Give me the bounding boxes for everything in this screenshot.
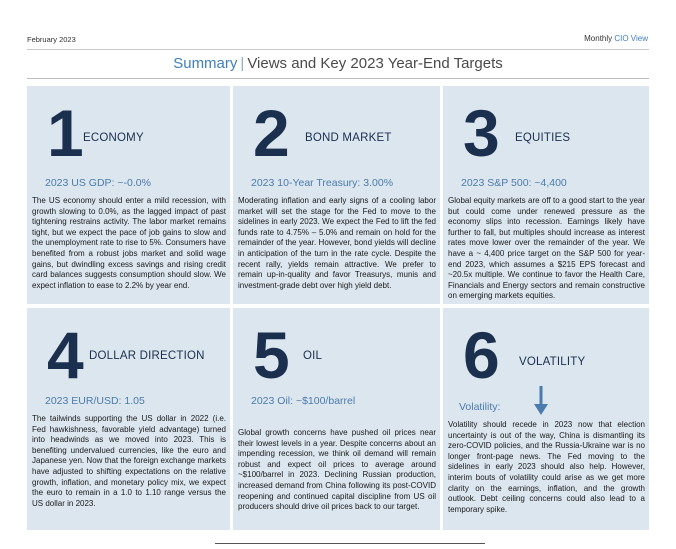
card-bond-market <box>233 86 440 304</box>
header-brand <box>584 34 648 43</box>
card-target: 2023 S&P 500: ~4,400 <box>461 177 567 189</box>
card-economy <box>27 86 230 304</box>
card-body: Moderating inflation and early signs of a cooling labor market will set the stage for the Fed to move to the sidelines in early 2023. We expect the Fed to lift the fed funds rate to 4.75% – 5.0% and remain on hold for the remainder of the year. However, bond yields will decline in anticipation of the turn in the rate cycle. Despite the recent rally, yields remain attractive. We prefer to remain up-in-quality and favor Treasurys, munis and investment-grade debt over high yield debt. <box>238 196 436 290</box>
card-target: 2023 US GDP: ~-0.0% <box>45 177 151 189</box>
card-number: 6 <box>463 318 500 392</box>
brand-prefix: Monthly <box>584 34 615 43</box>
card-oil <box>233 308 440 530</box>
brand-accent: CIO View <box>614 34 648 43</box>
card-number: 1 <box>47 96 84 170</box>
card-target: 2023 EUR/USD: 1.05 <box>45 395 145 407</box>
card-category: DOLLAR DIRECTION <box>89 350 205 362</box>
card-target: 2023 Oil: ~$100/barrel <box>251 395 356 407</box>
title-rule <box>27 78 649 79</box>
page-title <box>0 55 676 72</box>
card-equities <box>443 86 649 304</box>
card-target: Volatility: <box>459 401 501 413</box>
card-category: ECONOMY <box>83 132 144 144</box>
card-number: 4 <box>47 318 84 392</box>
card-number: 3 <box>463 96 500 170</box>
card-category: OIL <box>303 350 323 362</box>
card-volatility <box>443 308 649 530</box>
header-rule <box>27 49 649 50</box>
title-separator: | <box>240 55 245 72</box>
header-date: February 2023 <box>27 35 76 44</box>
card-body: Volatility should recede in 2023 now that election uncertainty is out of the way, China is dismantling its zero-COVID policies, and the Russia-Ukraine war is no longer front-page news. The Fed moving to the sidelines in early 2023 should also help. However, interim bouts of volatility could arise as we get more clarity on the earnings, inflation, and the growth outlook. Debt ceiling concerns could also lead to a temporary spike. <box>448 420 645 514</box>
title-highlight: Summary <box>173 55 238 72</box>
card-dollar-direction <box>27 308 230 530</box>
card-category: BOND MARKET <box>305 132 392 144</box>
title-rest: Views and Key 2023 Year-End Targets <box>247 55 503 72</box>
card-number: 2 <box>253 96 290 170</box>
card-body: Global growth concerns have pushed oil prices near their lowest levels in a year. Despite concerns about an impending recession, we think oil demand will remain robust and expect oil prices to average around ~$100/barrel in 2023. Declining Russian production, increased demand from China following its post-COVID reopening and continued capital discipline from US oil producers should drive oil prices back to our target. <box>238 428 436 512</box>
card-body: Global equity markets are off to a good start to the year but could come under renewed pressure as the economy slips into recession. Earnings likely have further to fall, but multiples should increase as interest rates move lower over the remainder of the year. We have a ~ 4,400 price target on the S&P 500 for year-end 2023, which assumes a $215 EPS forecast and ~20.5x multiple. We continue to favor the Health Care, Financials and Energy sectors and remain constructive on emerging markets equities. <box>448 196 645 301</box>
card-category: VOLATILITY <box>519 356 586 368</box>
card-category: EQUITIES <box>515 132 571 144</box>
card-body: The US economy should enter a mild recession, with growth slowing to 0.0%, as the lagged impact of past tightening restrains activity. The labor market remains tight, but we expect the pace of job gains to slow and the unemployment rate to rise to 5%. Consumers have benefited from a robust jobs market and solid wage gains, but dwindling excess savings and rising credit card balances suggests consumption should slow. We expect inflation to ease to 2.2% by year end. <box>32 196 226 290</box>
card-number: 5 <box>253 318 290 392</box>
down-arrow-icon <box>533 386 549 416</box>
card-target: 2023 10-Year Treasury: 3.00% <box>251 177 394 189</box>
summary-grid <box>27 86 649 530</box>
footer-rule <box>215 543 485 544</box>
card-body: The tailwinds supporting the US dollar in 2022 (i.e. Fed hawkishness, favorable yield advantage) turned into headwinds as we moved into 2023. This is benefiting undervalued currencies, like the euro and Japanese yen. Now that the foreign exchange markets have adjusted to shifting expectations on the relative growth, inflation, and monetary policy mix, we expect the euro to remain in a 1.0 to 1.10 range versus the US dollar in 2023. <box>32 414 226 508</box>
